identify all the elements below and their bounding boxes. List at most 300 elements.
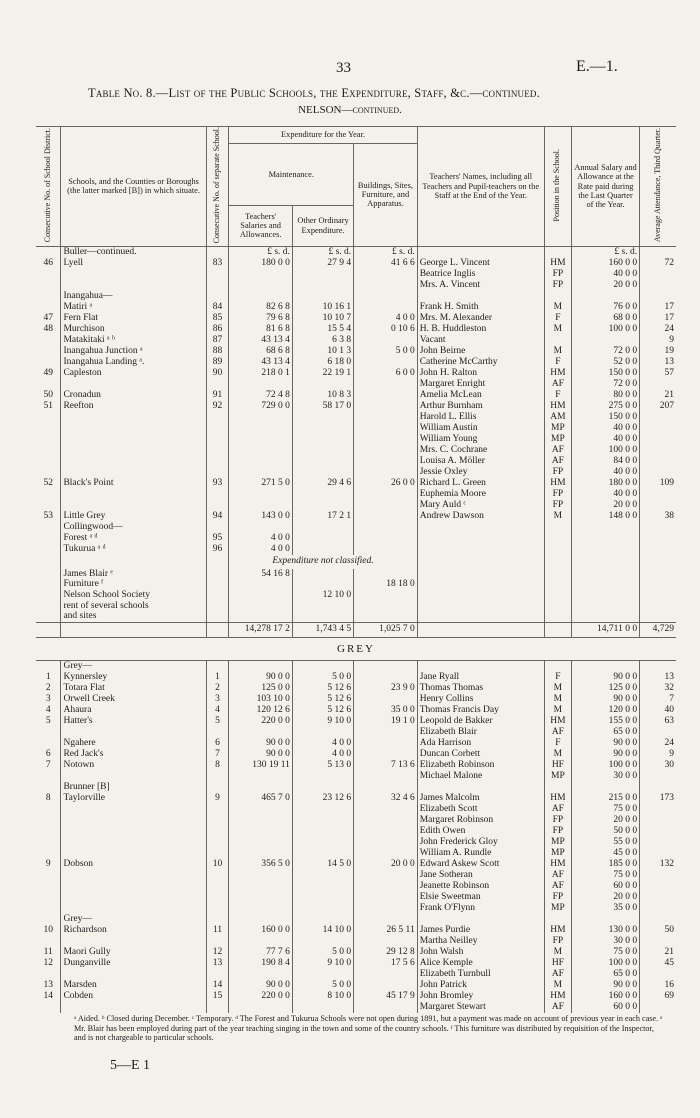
salaries: 130 19 11 [229, 760, 293, 771]
buildings [354, 936, 418, 947]
position: M [544, 511, 571, 522]
position: AF [544, 727, 571, 738]
district-no [36, 269, 61, 280]
teacher-name: Edith Owen [417, 826, 544, 837]
table-row [36, 357, 676, 368]
unclassified-item: Nelson School Society [61, 590, 206, 601]
table-row [36, 246, 676, 258]
district-no [36, 456, 61, 467]
average-attendance: 109 [640, 478, 676, 489]
salaries [229, 826, 293, 837]
separate-no [206, 489, 229, 500]
annual-salary: 148 0 0 [572, 511, 640, 522]
salaries: 43 13 4 [229, 357, 293, 368]
table-row [36, 258, 676, 269]
table-row [36, 379, 676, 390]
buildings [354, 456, 418, 467]
separate-no: 9 [206, 793, 229, 804]
empty-cell [206, 579, 229, 590]
separate-no [206, 771, 229, 782]
unclassified-oth [292, 569, 353, 580]
school-name: Lyell [61, 258, 206, 269]
separate-no [206, 522, 229, 533]
district-no [36, 660, 61, 672]
buildings: 23 9 0 [354, 683, 418, 694]
salaries: £ s. d. [229, 246, 293, 258]
district-no [36, 881, 61, 892]
school-name: Capleston [61, 368, 206, 379]
buildings [354, 280, 418, 291]
annual-salary: 40 0 0 [572, 269, 640, 280]
teacher-name: Louisa A. Möller [417, 456, 544, 467]
buildings [354, 892, 418, 903]
district-no: 4 [45, 704, 51, 715]
table-row [36, 313, 676, 324]
district-no [36, 870, 61, 881]
teacher-name: Arthur Burnham [417, 401, 544, 412]
teacher-name: John Patrick [417, 980, 544, 991]
school-name [61, 848, 206, 859]
unclassified-sal [229, 611, 293, 622]
school-name: Dobson [61, 859, 206, 870]
unclassified-sal [229, 590, 293, 601]
other-expenditure: 5 0 0 [292, 980, 353, 991]
teacher-name: Margaret Stewart [417, 1002, 544, 1013]
separate-no [206, 434, 229, 445]
salaries [229, 936, 293, 947]
separate-no: 93 [206, 478, 229, 489]
average-attendance: 63 [640, 716, 676, 727]
school-name [61, 379, 206, 390]
buildings: 26 0 0 [354, 478, 418, 489]
other-expenditure [292, 456, 353, 467]
district-no [36, 357, 61, 368]
separate-no [206, 815, 229, 826]
average-attendance [640, 782, 676, 793]
teacher-name [417, 533, 544, 544]
other-expenditure [292, 826, 353, 837]
district-no [36, 969, 61, 980]
salaries [229, 881, 293, 892]
annual-salary: £ s. d. [572, 246, 640, 258]
salaries [229, 848, 293, 859]
average-attendance [640, 903, 676, 914]
district-no: 50 [43, 389, 53, 400]
teacher-name: John Bromley [417, 991, 544, 1002]
header-average: Average Attendance, Third Quarter. [652, 128, 662, 243]
salaries: 160 0 0 [229, 925, 293, 936]
buildings [354, 848, 418, 859]
annual-salary: 40 0 0 [572, 434, 640, 445]
buildings [354, 782, 418, 793]
table-row [36, 601, 676, 612]
salaries: 90 0 0 [229, 672, 293, 683]
district-no [36, 771, 61, 782]
district-no: 47 [43, 312, 53, 323]
school-name [61, 269, 206, 280]
empty-cell [640, 590, 676, 601]
annual-salary: 60 0 0 [572, 881, 640, 892]
salaries [229, 489, 293, 500]
average-attendance [640, 914, 676, 925]
buildings [354, 357, 418, 368]
unclassified-bld [354, 569, 418, 580]
table-row [36, 544, 676, 555]
other-expenditure: 14 5 0 [292, 859, 353, 870]
district-no: 53 [43, 510, 53, 521]
other-expenditure: 5 0 0 [292, 947, 353, 958]
buildings [354, 544, 418, 555]
teacher-name: William Young [417, 434, 544, 445]
average-attendance [640, 423, 676, 434]
empty-cell [206, 590, 229, 601]
position: FP [544, 489, 571, 500]
buildings [354, 423, 418, 434]
average-attendance [640, 936, 676, 947]
table-header [36, 127, 676, 247]
teacher-name: Henry Collins [417, 694, 544, 705]
empty-cell [417, 611, 544, 622]
salaries [229, 500, 293, 511]
annual-salary [572, 291, 640, 302]
table-row [36, 716, 676, 727]
annual-salary: 180 0 0 [572, 478, 640, 489]
empty-cell [572, 601, 640, 612]
table-row [36, 291, 676, 302]
salaries: 103 10 0 [229, 694, 293, 705]
separate-no: 94 [206, 511, 229, 522]
table-row [36, 958, 676, 969]
school-name [61, 489, 206, 500]
school-name: Maori Gully [61, 947, 206, 958]
annual-salary: 185 0 0 [572, 859, 640, 870]
table-row [36, 324, 676, 335]
header-annual: Annual Salary and Allowance at the Rate paid during the Last Quarter of the Year. [572, 127, 640, 247]
other-expenditure: 9 10 0 [292, 716, 353, 727]
annual-salary [572, 914, 640, 925]
other-expenditure: 6 18 0 [292, 357, 353, 368]
average-attendance: 132 [640, 859, 676, 870]
unclassified-block [36, 555, 676, 569]
buildings: 41 6 6 [354, 258, 418, 269]
separate-no [206, 804, 229, 815]
other-expenditure: 4 0 0 [292, 749, 353, 760]
annual-salary: 65 0 0 [572, 969, 640, 980]
teacher-name: Alice Kemple [417, 958, 544, 969]
table-row [36, 903, 676, 914]
school-name: Matakitaki ᵃ ᵇ [61, 335, 206, 346]
salaries: 90 0 0 [229, 980, 293, 991]
separate-no: 90 [206, 368, 229, 379]
separate-no: 10 [206, 859, 229, 870]
unclassified-oth [292, 611, 353, 622]
teacher-name: Mrs. M. Alexander [417, 313, 544, 324]
footnotes: ᵃ Aided. ᵇ Closed during December. ᶜ Temporary. ᵈ The Forest and Tukurua Schools were not open during 1891, but a payment was made on account of previous year in each case. ᵉ Mr. Blair has been employed during part of the year teaching singing in the town and some of the country schools. ᶠ This furniture was distributed by requisition of the Inspector, and is not chargeable to particular schools. [74, 1014, 663, 1043]
separate-no: 3 [206, 694, 229, 705]
position: F [544, 390, 571, 401]
district-heading: NELSON—continued. [298, 104, 402, 116]
separate-no: 87 [206, 335, 229, 346]
buildings [354, 379, 418, 390]
school-name: Hatter's [61, 716, 206, 727]
average-attendance: 24 [640, 738, 676, 749]
district-no [36, 489, 61, 500]
position: M [544, 683, 571, 694]
teacher-name: William Austin [417, 423, 544, 434]
average-attendance [640, 489, 676, 500]
unclassified-item: Furniture ᶠ [61, 579, 206, 590]
average-attendance [640, 412, 676, 423]
teacher-name: Euphemia Moore [417, 489, 544, 500]
unclassified-oth: 12 10 0 [292, 590, 353, 601]
salaries: 68 6 8 [229, 346, 293, 357]
salaries [229, 903, 293, 914]
separate-no: 83 [206, 258, 229, 269]
average-attendance [640, 771, 676, 782]
unclassified-bld [354, 590, 418, 601]
district-no: 8 [45, 792, 51, 803]
school-name: Orwell Creek [61, 694, 206, 705]
school-name: Forest ᵃ ᵈ [61, 533, 206, 544]
salaries [229, 815, 293, 826]
district-no: 1 [45, 671, 51, 682]
buildings: 4 0 0 [354, 313, 418, 324]
grey-heading: GREY [337, 642, 375, 655]
salaries: 79 6 8 [229, 313, 293, 324]
district-no: 3 [45, 693, 51, 704]
position: AF [544, 881, 571, 892]
position [544, 335, 571, 346]
teacher-name: John Frederick Gloy [417, 837, 544, 848]
position: FP [544, 815, 571, 826]
other-expenditure [292, 837, 353, 848]
school-name [61, 870, 206, 881]
header-maintenance: Maintenance. [229, 144, 354, 206]
buildings [354, 1002, 418, 1013]
separate-no: 7 [206, 749, 229, 760]
position: F [544, 357, 571, 368]
separate-no [206, 837, 229, 848]
empty-cell [640, 611, 676, 622]
school-name [61, 804, 206, 815]
annual-salary: 90 0 0 [572, 749, 640, 760]
buildings: 26 5 11 [354, 925, 418, 936]
other-expenditure [292, 903, 353, 914]
district-no [36, 246, 61, 258]
average-attendance: 13 [640, 672, 676, 683]
buildings [354, 771, 418, 782]
position: MP [544, 903, 571, 914]
other-expenditure: 17 2 1 [292, 511, 353, 522]
average-attendance: 16 [640, 980, 676, 991]
annual-salary: 40 0 0 [572, 467, 640, 478]
position: HF [544, 760, 571, 771]
annual-salary: 90 0 0 [572, 738, 640, 749]
average-attendance: 38 [640, 511, 676, 522]
table-row [36, 837, 676, 848]
buildings: 7 13 6 [354, 760, 418, 771]
empty-cell [206, 569, 229, 580]
header-district-no: Consecutive No. of School District. [42, 128, 52, 243]
separate-no [206, 269, 229, 280]
other-expenditure [292, 434, 353, 445]
district-no [36, 727, 61, 738]
table-row [36, 672, 676, 683]
school-name: Richardson [61, 925, 206, 936]
district-no [36, 291, 61, 302]
teacher-name: Margaret Robinson [417, 815, 544, 826]
district-no [36, 804, 61, 815]
average-attendance [640, 837, 676, 848]
annual-salary: 100 0 0 [572, 445, 640, 456]
buildings [354, 903, 418, 914]
average-attendance [640, 804, 676, 815]
district-no: 52 [43, 477, 53, 488]
school-name [61, 826, 206, 837]
district-no [36, 1002, 61, 1013]
salaries [229, 423, 293, 434]
teacher-name: Thomas Francis Day [417, 705, 544, 716]
position [544, 914, 571, 925]
annual-salary: 160 0 0 [572, 991, 640, 1002]
teacher-name: George L. Vincent [417, 258, 544, 269]
unclassified-item: James Blair ᵉ [61, 569, 206, 580]
annual-salary: 76 0 0 [572, 302, 640, 313]
district-no [36, 423, 61, 434]
school-name [61, 892, 206, 903]
buildings [354, 914, 418, 925]
table-row [36, 936, 676, 947]
district-no [36, 837, 61, 848]
salaries: 220 0 0 [229, 716, 293, 727]
total-annual: 14,711 0 0 [572, 622, 640, 637]
teacher-name: Elsie Sweetman [417, 892, 544, 903]
table-row [36, 694, 676, 705]
school-name: Brunner [B] [61, 782, 206, 793]
district-no: 5 [45, 715, 51, 726]
unclassified-sal: 54 16 8 [229, 569, 293, 580]
buildings [354, 434, 418, 445]
school-name [61, 903, 206, 914]
other-expenditure [292, 467, 353, 478]
buildings [354, 969, 418, 980]
salaries [229, 445, 293, 456]
buildings [354, 302, 418, 313]
district-no: 48 [43, 323, 53, 334]
district-no [36, 903, 61, 914]
buildings [354, 412, 418, 423]
empty-cell [36, 569, 61, 580]
unclassified-oth [292, 579, 353, 590]
table-row [36, 815, 676, 826]
separate-no: 89 [206, 357, 229, 368]
header-expenditure: Expenditure for the Year. [229, 127, 417, 144]
teacher-name: Ada Harrison [417, 738, 544, 749]
salaries [229, 969, 293, 980]
school-name: Tukurua ᵃ ᵈ [61, 544, 206, 555]
salaries: 218 0 1 [229, 368, 293, 379]
annual-salary [572, 544, 640, 555]
empty-cell [36, 579, 61, 590]
empty-cell [640, 579, 676, 590]
salaries: 465 7 0 [229, 793, 293, 804]
salaries [229, 280, 293, 291]
empty-cell [544, 601, 571, 612]
district-no [36, 434, 61, 445]
other-expenditure: 14 10 0 [292, 925, 353, 936]
other-expenditure: 29 4 6 [292, 478, 353, 489]
table-row [36, 500, 676, 511]
position: FP [544, 826, 571, 837]
district-no [36, 302, 61, 313]
teacher-name: Harold L. Ellis [417, 412, 544, 423]
table-row [36, 947, 676, 958]
table-row [36, 445, 676, 456]
position [544, 246, 571, 258]
school-name: Dunganville [61, 958, 206, 969]
annual-salary: 100 0 0 [572, 958, 640, 969]
table-row [36, 881, 676, 892]
teacher-name: Elizabeth Blair [417, 727, 544, 738]
school-name [61, 815, 206, 826]
annual-salary: 130 0 0 [572, 925, 640, 936]
total-average: 4,729 [640, 622, 676, 637]
teacher-name: Amelia McLean [417, 390, 544, 401]
table-row [36, 980, 676, 991]
position: F [544, 738, 571, 749]
teacher-name: Thomas Thomas [417, 683, 544, 694]
teacher-name: Andrew Dawson [417, 511, 544, 522]
school-name: Buller—continued. [61, 246, 206, 258]
school-name: Marsden [61, 980, 206, 991]
average-attendance: 30 [640, 760, 676, 771]
position: FP [544, 467, 571, 478]
average-attendance [640, 379, 676, 390]
teacher-name: Martha Neilley [417, 936, 544, 947]
school-name [61, 412, 206, 423]
position: M [544, 947, 571, 958]
empty-cell [572, 579, 640, 590]
average-attendance [640, 280, 676, 291]
other-expenditure: 4 0 0 [292, 738, 353, 749]
document-reference: E.—1. [576, 58, 618, 75]
salaries [229, 467, 293, 478]
school-name [61, 280, 206, 291]
position: FP [544, 936, 571, 947]
salaries [229, 782, 293, 793]
position: M [544, 749, 571, 760]
other-expenditure [292, 445, 353, 456]
buildings: 6 0 0 [354, 368, 418, 379]
salaries: 90 0 0 [229, 738, 293, 749]
average-attendance [640, 892, 676, 903]
annual-salary: 72 0 0 [572, 346, 640, 357]
school-name: Reefton [61, 401, 206, 412]
header-teachers: Teachers' Names, including all Teachers and Pupil-teachers on the Staff at the End of the Year. [417, 127, 544, 247]
school-name: Grey— [61, 660, 206, 672]
other-expenditure: 58 17 0 [292, 401, 353, 412]
annual-salary: 40 0 0 [572, 423, 640, 434]
separate-no [206, 892, 229, 903]
district-no: 13 [43, 979, 53, 990]
nelson-rows [36, 246, 676, 555]
separate-no: 88 [206, 346, 229, 357]
other-expenditure: 5 13 0 [292, 760, 353, 771]
other-expenditure [292, 500, 353, 511]
school-name: Fern Flat [61, 313, 206, 324]
empty-cell [544, 579, 571, 590]
teacher-name [417, 246, 544, 258]
